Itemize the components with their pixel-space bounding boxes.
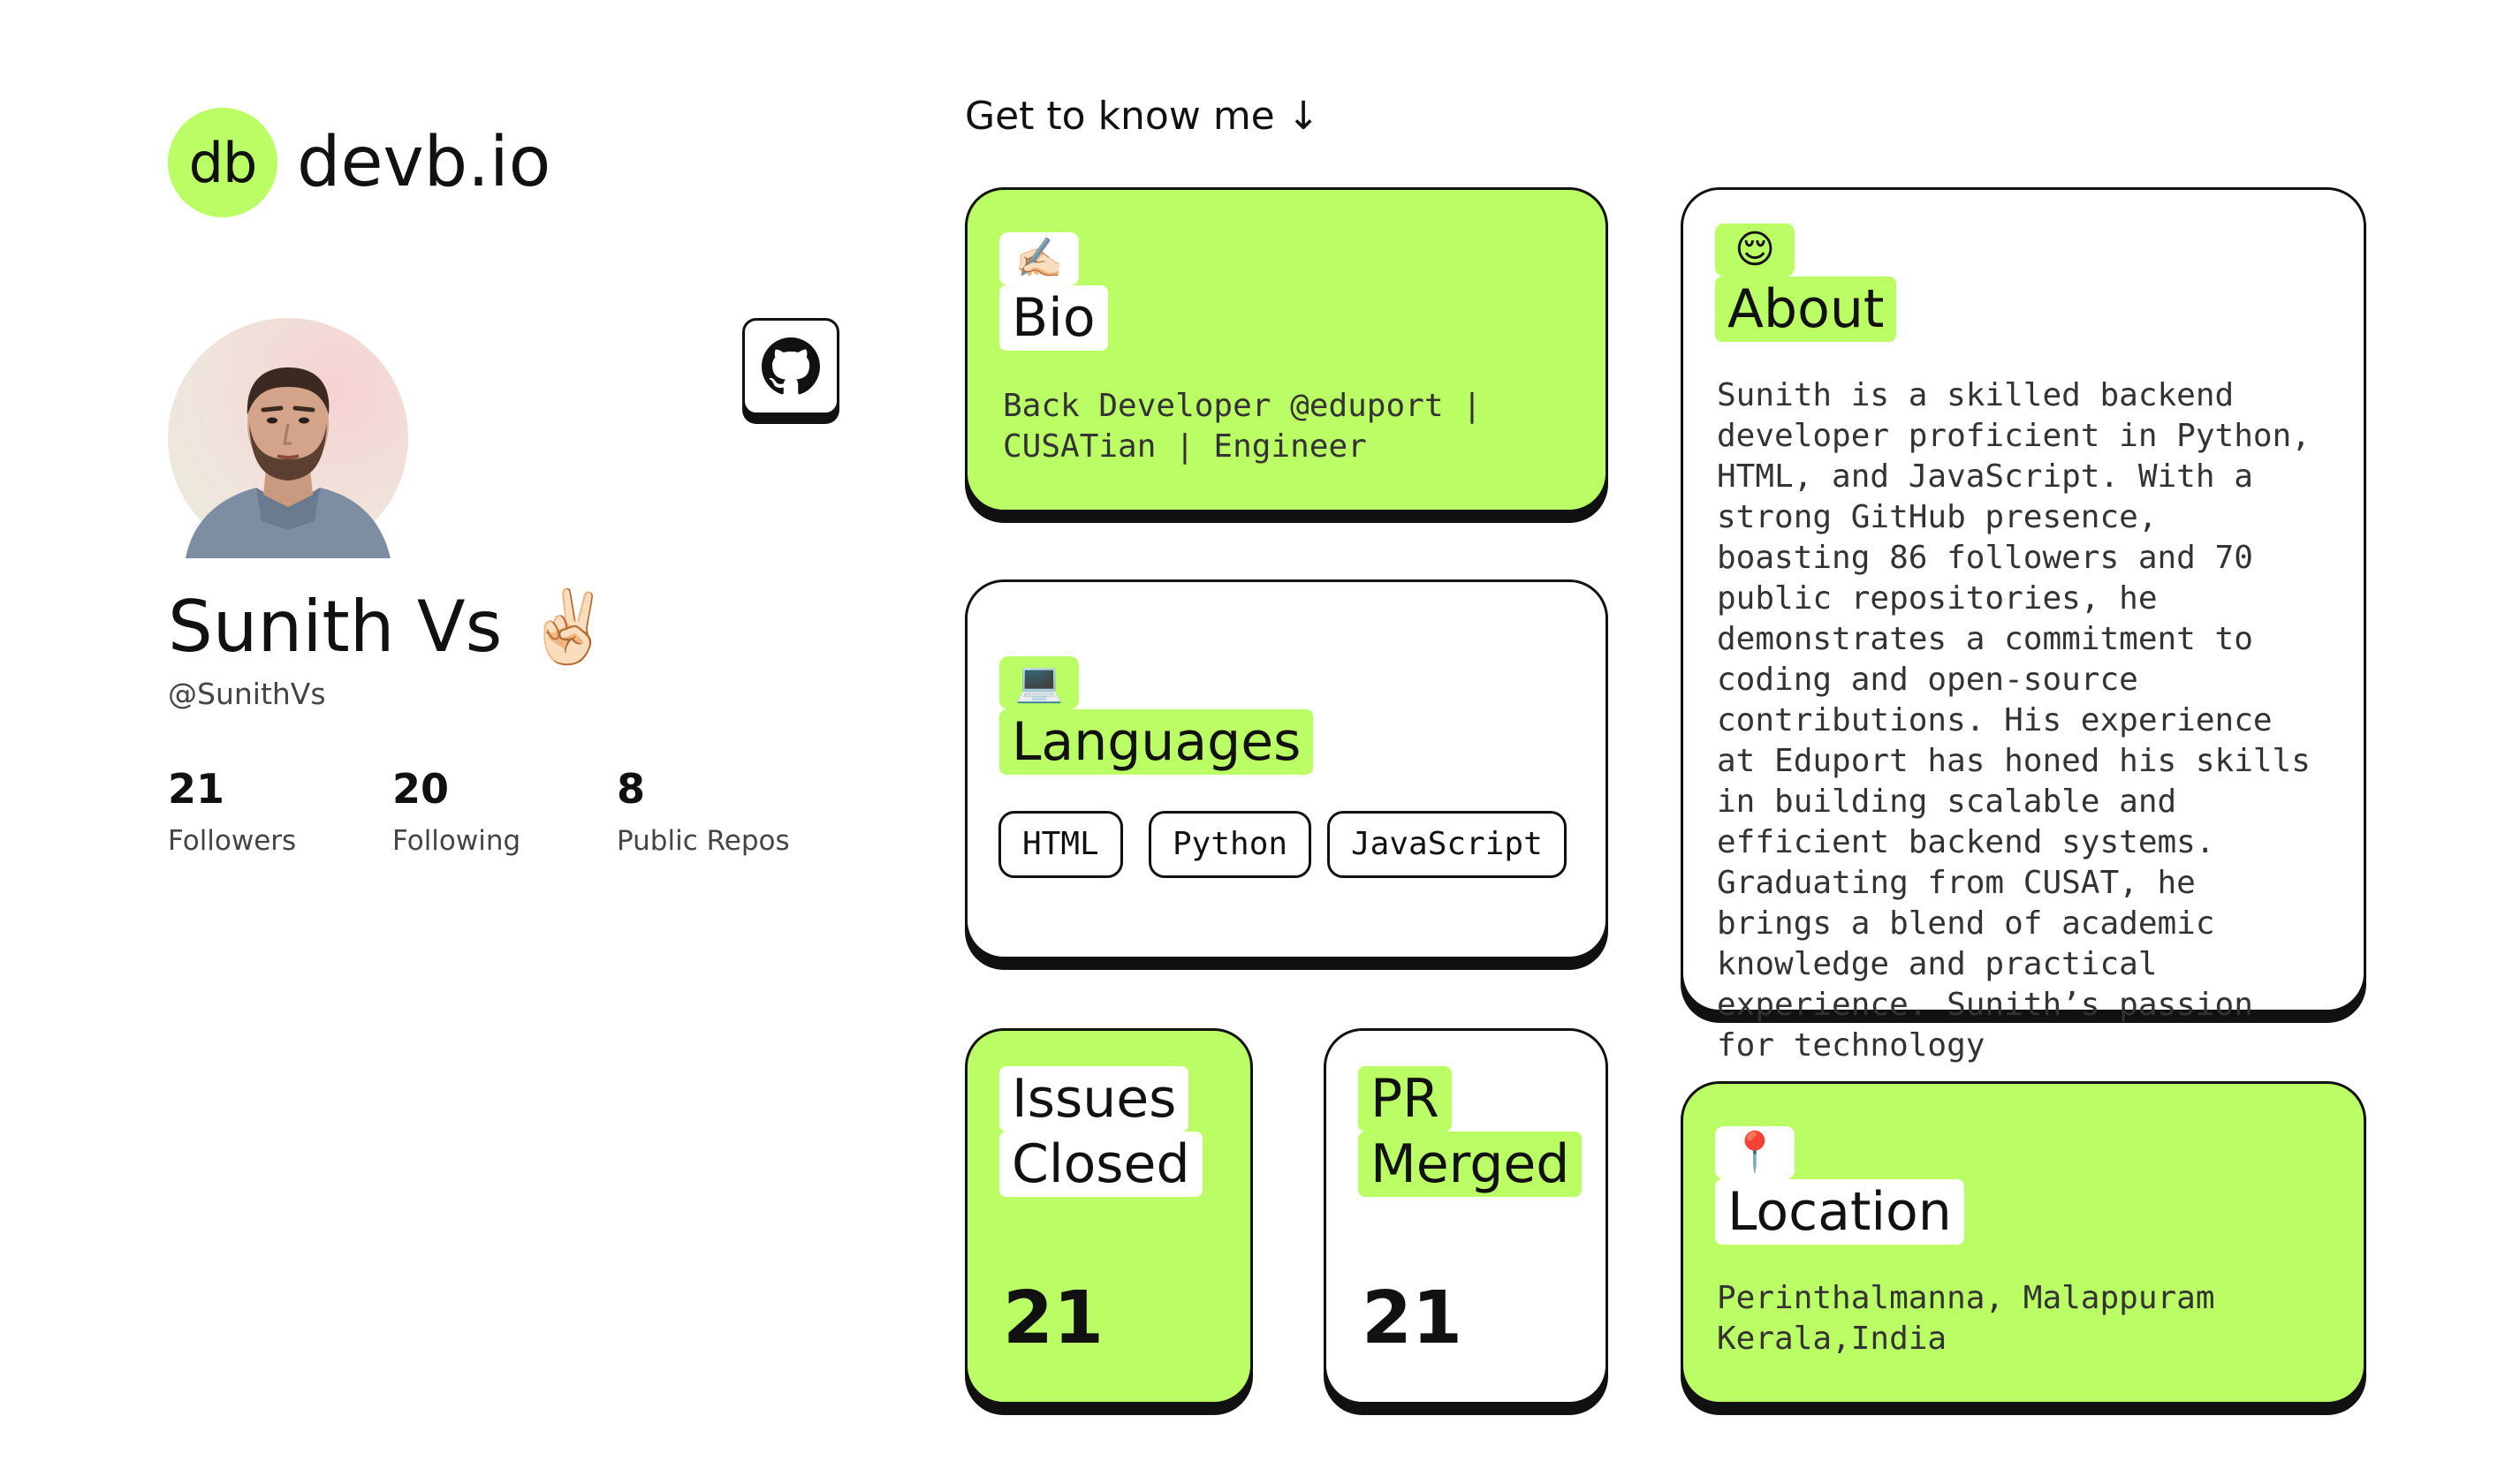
logo-badge[interactable] <box>168 108 277 217</box>
issues-closed-count: 21 <box>1003 1276 1104 1360</box>
issues-title-line2: Closed <box>999 1132 1203 1197</box>
pr-title-line2: Merged <box>1358 1132 1582 1197</box>
language-tag-html[interactable]: HTML <box>998 811 1123 878</box>
languages-title: Languages <box>999 709 1313 775</box>
following-label: Following <box>392 825 521 857</box>
laptop-icon: 💻 <box>999 656 1079 709</box>
language-tag-javascript[interactable]: JavaScript <box>1327 811 1567 878</box>
repos-label: Public Repos <box>617 825 790 857</box>
pr-merged-count: 21 <box>1362 1276 1463 1360</box>
relieved-face-icon: 😌 <box>1715 223 1795 276</box>
location-title: Location <box>1715 1179 1964 1245</box>
github-button[interactable] <box>742 318 839 415</box>
pr-title-line1: PR <box>1358 1066 1452 1132</box>
about-title: About <box>1715 276 1896 342</box>
language-tag-python[interactable]: Python <box>1149 811 1311 878</box>
intro-heading: Get to know me ↓ <box>965 94 1320 139</box>
about-card <box>1681 187 2366 1064</box>
following-count: 20 <box>392 765 450 813</box>
issues-closed-card <box>965 1028 1253 1404</box>
issues-title-line1: Issues <box>999 1066 1188 1132</box>
github-icon <box>762 337 820 396</box>
location-line2: Kerala,India <box>1717 1321 1947 1357</box>
avatar <box>168 318 408 558</box>
writing-hand-icon: ✍🏻 <box>999 232 1079 285</box>
languages-card <box>965 579 1608 959</box>
profile-handle[interactable]: @SunithVs <box>168 677 326 711</box>
about-text: Sunith is a skilled backend developer proficient in Python, HTML, and JavaScript. With a strong GitHub presence, boasting 86 followers and 70 public repositories, he demonstrates a commitment to coding and open-source contributions. His experience at Eduport has honed his skills in building scalable and efficient backend systems. Graduating from CUSAT, he brings a blend of academic knowledge and practical experience. Sunith’s passion for technology <box>1717 377 2311 1064</box>
pin-icon: 📍 <box>1715 1126 1795 1179</box>
repos-count: 8 <box>617 765 646 813</box>
location-line1: Perinthalmanna, Malappuram <box>1717 1280 2215 1316</box>
logo-text[interactable]: devb.io <box>297 123 551 202</box>
profile-name: Sunith Vs ✌🏻 <box>168 586 613 668</box>
location-card <box>1681 1081 2366 1404</box>
followers-count: 21 <box>168 765 225 813</box>
bio-text: Back Developer @eduport | CUSATian | Engineer <box>1003 388 1482 465</box>
bio-title: Bio <box>999 285 1108 351</box>
pr-merged-card <box>1324 1028 1608 1404</box>
logo-initials: db <box>188 130 257 195</box>
followers-label: Followers <box>168 825 297 857</box>
avatar-photo <box>168 318 408 558</box>
bio-card <box>965 187 1608 512</box>
